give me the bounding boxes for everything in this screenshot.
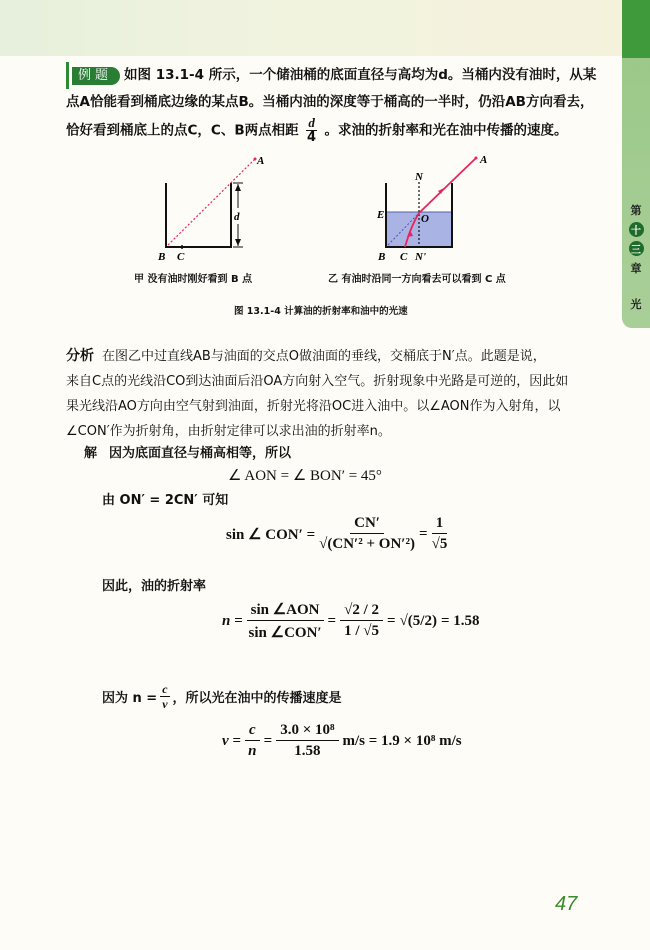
fraction-d-over-4: $\frac{d}{4}$ <box>307 115 317 145</box>
svg-text:d: d <box>234 211 240 223</box>
svg-text:B: B <box>378 251 386 263</box>
analysis-section <box>66 344 618 444</box>
solution-line-1: 解 因为底面直径与桶高相等，所以 <box>84 446 292 461</box>
equation-angles: ∠ AON = ∠ BON′ = 45° <box>228 468 382 484</box>
analysis-label: 分析 <box>66 348 94 364</box>
svg-text:C: C <box>400 251 408 263</box>
solution-label: 解 <box>84 446 98 461</box>
figure-caption: 图 13.1-4 计算油的折射率和油中的光速 <box>234 306 408 317</box>
figure-left-empty-tank <box>130 150 300 265</box>
analysis-line-3: 果光线沿AO方向由空气射到油面，折射光将沿OC进入油中。以∠AON作为入射角，以 <box>66 399 561 414</box>
svg-text:N: N <box>415 171 423 183</box>
example-line-1: 如图 13.1-4 所示，一个储油桶的底面直径与高均为d。当桶内没有油时，从某 <box>124 67 597 83</box>
example-badge: 例题 <box>66 62 120 89</box>
analysis-line-4: ∠CON′作为折射角，由折射定律可以求出油的折射率n。 <box>66 424 391 439</box>
solution-line-3: 因此，油的折射率 <box>102 579 207 594</box>
svg-text:C: C <box>177 251 185 263</box>
figure-left-caption: 甲 没有油时刚好看到 B 点 <box>134 274 253 285</box>
analysis-line-2: 来自C点的光线沿CO到达油面后沿OA方向射入空气。折射现象中光路是可逆的，因此如 <box>66 374 569 389</box>
figure-right-caption: 乙 有油时沿同一方向看去可以看到 C 点 <box>328 274 506 285</box>
solution-line-4: 因为 n = $\frac{c}{v}$ ，所以光在油中的传播速度是 <box>102 682 342 711</box>
chapter-digit-1: 十 <box>629 222 644 237</box>
example-problem <box>66 62 614 145</box>
top-decorative-band <box>0 0 622 56</box>
example-line-2: 点A恰能看到桶底边缘的某点B。当桶内油的深度等于桶高的一半时，仍沿AB方向看去， <box>66 94 594 110</box>
chapter-title: 光 <box>630 298 642 311</box>
svg-text:B: B <box>158 251 166 263</box>
solution-line-2: 由 ON′ = 2CN′ 可知 <box>102 493 229 508</box>
chapter-digit-2: 三 <box>629 241 644 256</box>
svg-text:E: E <box>377 209 385 221</box>
chapter-suffix: 章 <box>630 262 642 275</box>
example-line-3-pre: 恰好看到桶底上的点C，C、B两点相距 <box>66 122 299 139</box>
side-strip-dark <box>622 0 650 58</box>
svg-text:N': N' <box>415 251 426 263</box>
equation-refractive-index: n = sin ∠AON sin ∠CON′ = $\frac{√2 / 2}{1 / √5}$ = √(5/2) = 1.58 <box>222 602 480 641</box>
equation-sin-con: sin ∠ CON′ = $\frac{CN'}{\text{√(CN′² + ON′²)}}$ = $\frac{1}{√5}$ <box>226 515 448 552</box>
svg-text:A: A <box>480 154 488 166</box>
analysis-line-1: 在图乙中过直线AB与油面的交点O做油面的垂线，交桶底于N′点。此题是说， <box>102 349 546 364</box>
equation-speed: v = $\frac{c}{n}$ = $\frac{\text{3.0 × 10⁸}}{1.58}$ m/s = 1.9 × 10⁸ m/s <box>222 722 462 759</box>
chapter-prefix: 第 <box>630 204 642 217</box>
svg-text:O: O <box>421 213 429 225</box>
svg-text:A: A <box>257 155 265 167</box>
chapter-tab <box>622 200 650 314</box>
example-line-3-post: 。求油的折射率和光在油中传播的速度。 <box>324 122 568 139</box>
page-number: 47 <box>555 893 578 915</box>
figure-right-oil-tank <box>350 150 540 265</box>
